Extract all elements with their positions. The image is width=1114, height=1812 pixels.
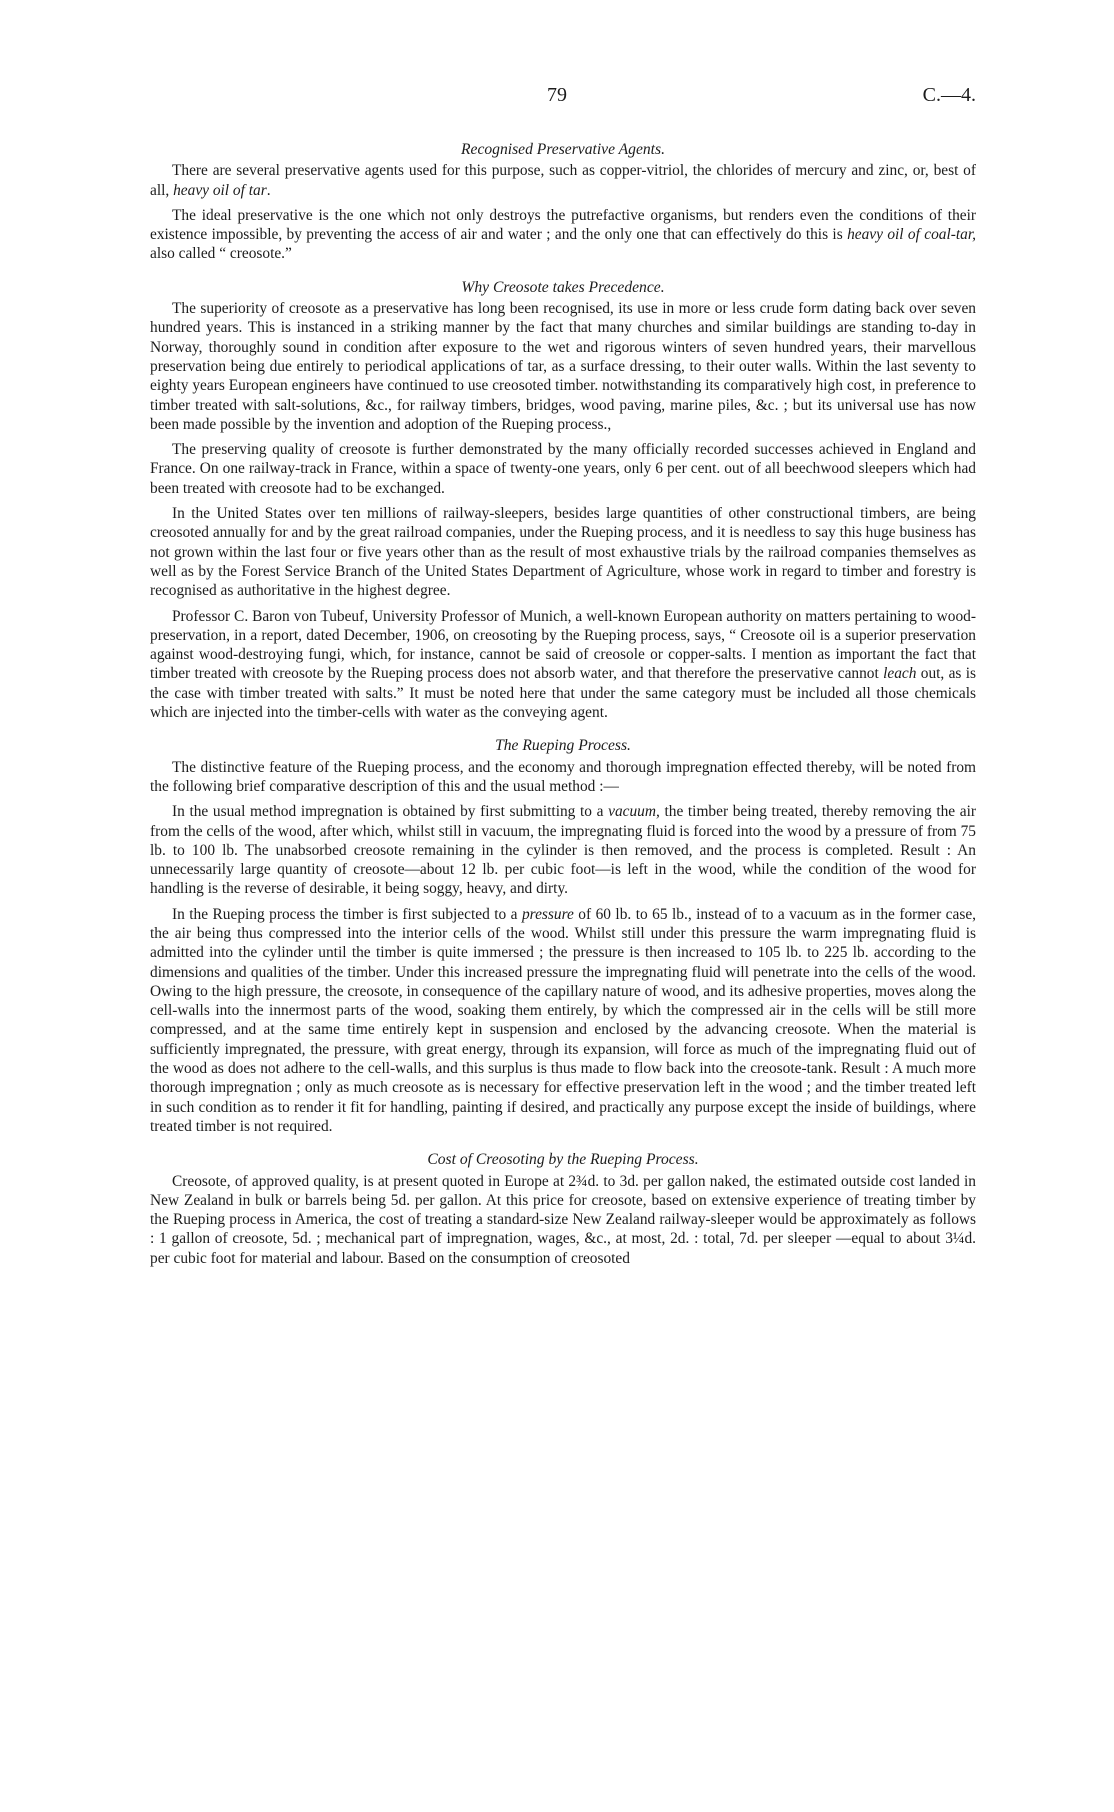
section [150,278,976,723]
text-run: Creosote, of approved quality, is at present quoted in Europe at 2¾d. to 3d. per gallon naked, the estimated outside cost landed in New Zealand in bulk or barrels being 5d. per gallon. At this price for creosote, based on extensive experience of treating timber by the Rueping process in America, the cost of treating a standard-size New Zealand railway-sleeper would be approximately as follows : 1 gallon of creosote, 5d. ; mechanical part of impregnation, wages, &c., at most, 2d. : total, 7d. per sleeper —equal to about 3¼d. per cubic foot for material and labour. Based on the consumption of creosoted [150,1172,976,1267]
text-run: There are several preservative agents used for this purpose, such as copper-vitriol, the chlorides of mercury and zinc, or, best of all, [150,162,976,199]
text-run: The superiority of creosote as a preservative has long been recognised, its use in more or less crude form dating back over seven hundred years. This is instanced in a striking manner by the fact that many churches and similar buildings are standing to-day in Norway, thoroughly sound in condition after exposure to the wet and rigorous winters of seven hundred years, their marvellous preservation being due entirely to periodical applications of tar, as a surface dressing, to their outer walls. Within the last seventy to eighty years European engineers have continued to use creosoted timber. notwithstanding its comparatively high cost, in preference to timber treated with salt-solutions, &c., for railway timbers, bridges, wood paving, marine piles, &c. ; but its universal use has now been made possible by the invention and adoption of the Rueping process., [150,300,976,433]
italic-text: vacuum, [608,803,660,821]
text-run: the timber being treated, thereby removing the air from the cells of the wood, after which, whilst still in vacuum, the impregnating fluid is forced into the wood by a pressure of from 75 lb. to 100 lb. The unabsorbed creosote remaining in the cylinder is then removed, and the process is completed. Result : An unnecessarily large quantity of creosote—about 12 lb. per cubic foot—is left in the wood, while the condition of the wood for handling is the reverse of desirable, it being soggy, heavy, and dirty. [150,803,976,898]
text-run: In the United States over ten millions of railway-sleepers, besides large quantities of other constructional timbers, are being creosoted annually for and by the great railroad companies, under the Rueping process, and it is needless to say this huge business has not grown within the last four or five years other than as the result of most exhaustive trials by the railroad companies themselves as well as by the Forest Service Branch of the United States Department of Agriculture, whose work in regard to timber and forestry is recognised as authoritative in the highest degree. [150,505,976,600]
text-run: Professor C. Baron von Tubeuf, University Professor of Munich, a well-known European authority on matters pertaining to wood-preservation, in a report, dated December, 1906, on creosoting by the Rueping process, says, “ Creosote oil is a superior preservation against wood-destroying fungi, which, for instance, cannot be said of creosole or copper-salts. I mention as important the fact that timber treated with creosote by the Rueping process does not absorb water, and that therefore the preservative cannot [150,607,976,683]
paragraph [150,440,976,498]
text-run: The preserving quality of creosote is further demonstrated by the many officially recorded successes achieved in England and France. On one railway-track in France, within a space of twenty-one years, only 6 per cent. out of all beechwood sleepers which had been treated with creosote had to be exchanged. [150,441,976,497]
paragraph [150,504,976,600]
document-body [150,140,976,1282]
italic-text: heavy oil of tar [173,181,267,199]
paragraph [150,299,976,434]
section-heading: Cost of Creosoting by the Rueping Process. [427,1151,699,1169]
italic-text: pressure [521,905,574,923]
paragraph [150,161,976,200]
section-heading: Why Creosote takes Precedence. [461,278,665,296]
paragraph [150,802,976,898]
text-run: In the Rueping process the timber is first subjected to a [172,905,522,923]
text-run: of 60 lb. to 65 lb., instead of to a vacuum as in the former case, the air being thus compressed into the interior cells of the wood. Whilst still under this pressure the warm impregnating fluid is admitted into the cylinder until the timber is quite immersed ; the pressure is then increased to 105 lb. to 225 lb. according to the dimensions and qualities of the timber. Under this increased pressure the impregnating fluid will penetrate into the cells of the wood. Owing to the high pressure, the creosote, in consequence of the capillary nature of wood, and its adhesive properties, moves along the cell-walls into the innermost parts of the wood, soaking them entirely, by which the compressed air in the cells will be still more compressed, and at the same time entirely kept in suspension and enclosed by the advancing creosote. When the material is sufficiently impregnated, the pressure, with great energy, through its expansion, will force as much of the impregnating fluid out of the wood as does not adhere to the cell-walls, and this surplus is thus made to flow back into the creosote-tank. Result : A much more thorough impregnation ; only as much creosote as is necessary for effective preservation left in the wood ; and the timber treated left in such condition as to render it fit for handling, painting if desired, and practically any purpose except the inside of buildings, where treated timber is not required. [150,905,977,1135]
text-run: also called “ creosote.” [150,245,292,263]
paragraph [150,607,976,723]
section [150,1150,976,1268]
text-run: The ideal preservative is the one which not only destroys the putrefactive organisms, but renders even the conditions of their existence impossible, by preventing the access of air and water ; and the only one that can effectively do this is [150,206,976,244]
section-heading: Recognised Preservative Agents. [461,141,665,158]
italic-text: heavy oil of coal-tar, [847,226,976,244]
paragraph [150,1172,976,1268]
paragraph [150,758,976,797]
italic-text: leach [883,665,917,683]
section-heading: The Rueping Process. [495,737,631,755]
paragraph [150,206,976,264]
text-run: The distinctive feature of the Rueping process, and the economy and thorough impregnation effected thereby, will be noted from the following brief comparative description of this and the usual method :— [150,758,976,795]
section [150,736,976,1136]
paragraph [150,905,976,1137]
text-run: . [266,181,271,199]
text-run: In the usual method impregnation is obtained by first submitting to a [172,803,609,821]
section [150,140,976,264]
document-reference: C.—4. [922,84,976,106]
page-number: 79 [547,84,567,106]
text-run: out, as is the case with timber treated with salts.” It must be noted here that under the same category must be included all those chemicals which are injected into the timber-cells with water as the conveying agent. [150,665,976,722]
page-header [0,84,1114,114]
